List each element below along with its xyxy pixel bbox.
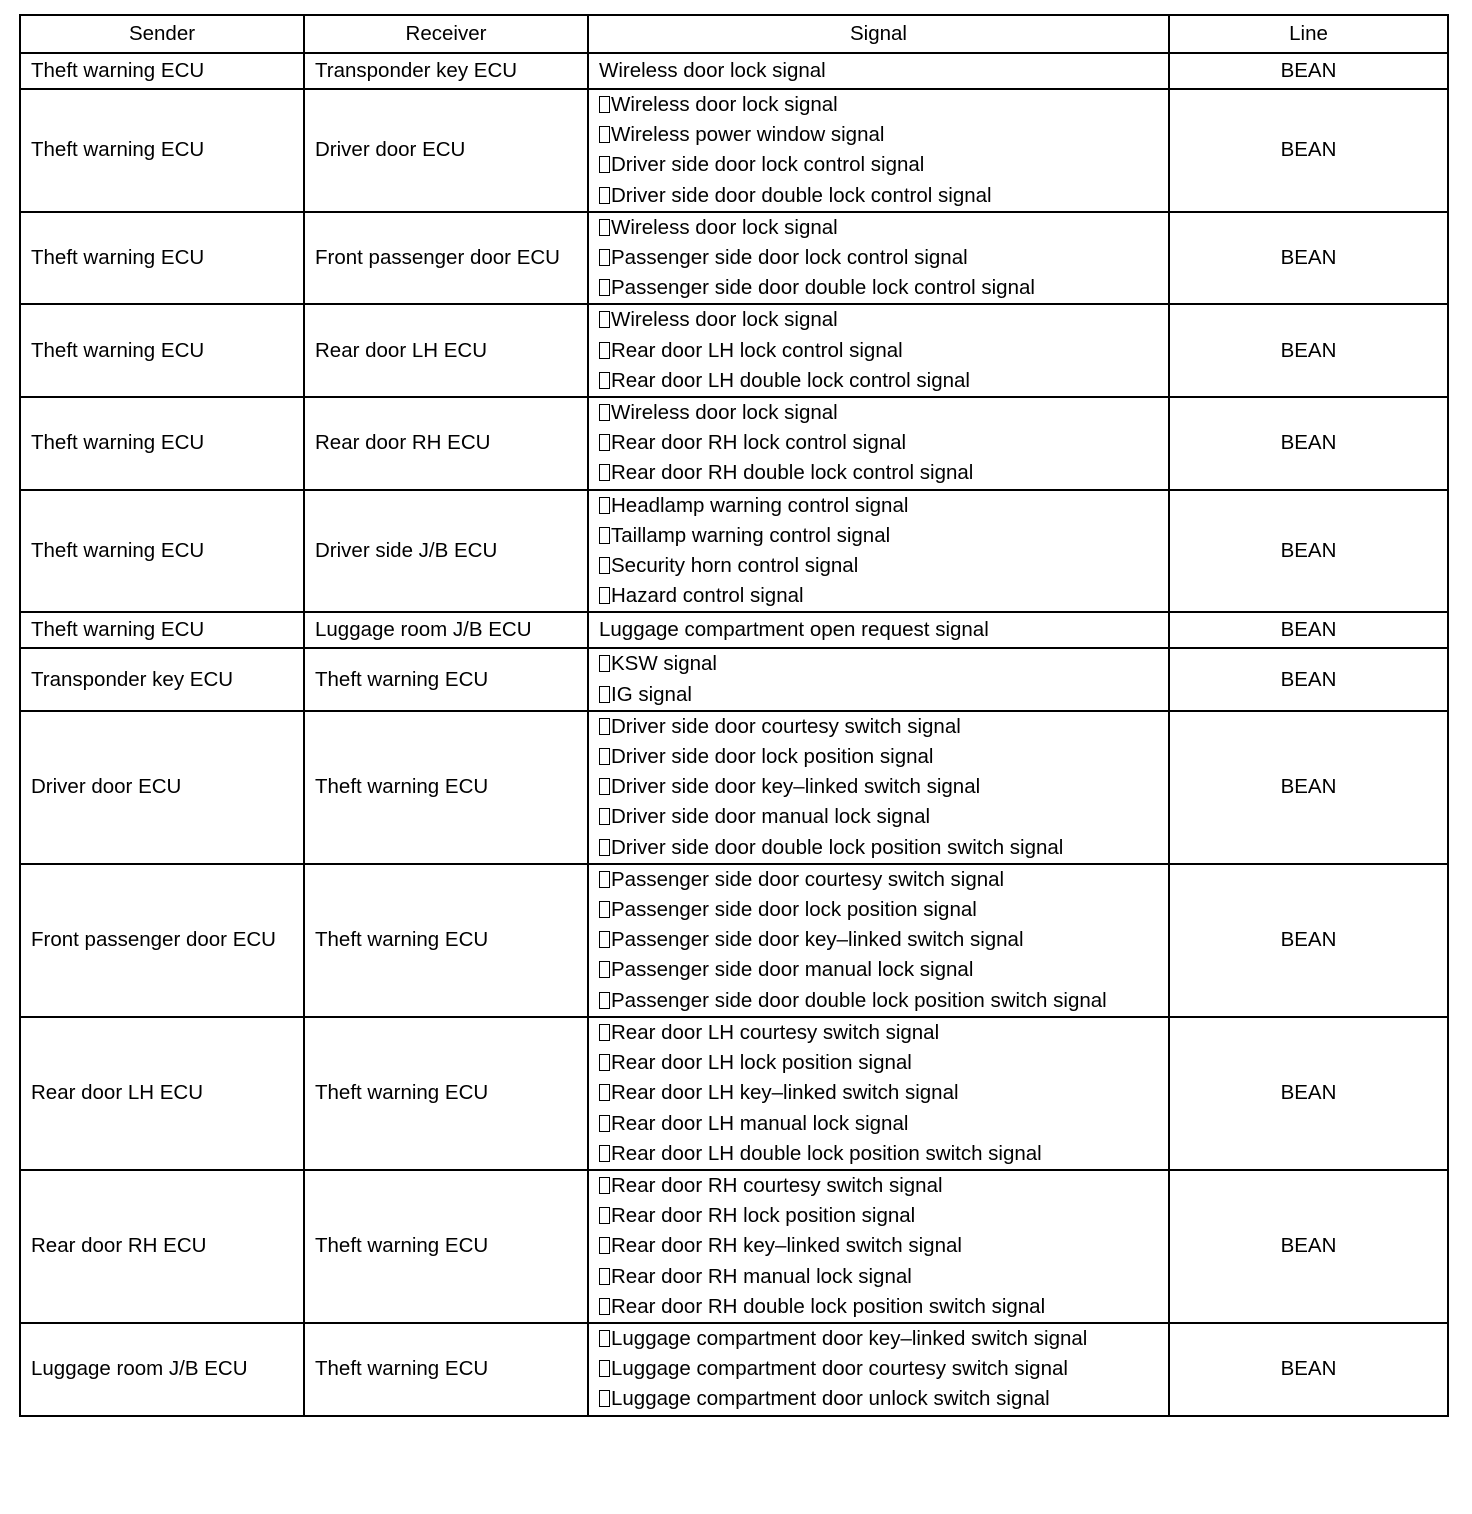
- signal-cell: [588, 304, 1169, 397]
- receiver-cell: Rear door RH ECU: [304, 397, 588, 490]
- signal-text: Wireless power window signal: [611, 123, 885, 147]
- receiver-cell: Theft warning ECU: [304, 1170, 588, 1323]
- receiver-cell: Theft warning ECU: [304, 711, 588, 864]
- signal-item: [599, 1171, 1158, 1201]
- signal-table: [19, 14, 1449, 1417]
- sender-cell: Theft warning ECU: [20, 304, 304, 397]
- signal-text: Rear door LH double lock control signal: [611, 368, 970, 392]
- signal-text: Luggage compartment door courtesy switch signal: [611, 1357, 1068, 1381]
- bullet-box-icon: [599, 249, 610, 266]
- signal-text: Hazard control signal: [611, 584, 804, 608]
- signal-cell: [588, 1017, 1169, 1170]
- bullet-box-icon: [599, 1115, 610, 1132]
- bullet-box-icon: [599, 1054, 610, 1071]
- bullet-box-icon: [599, 1237, 610, 1254]
- bullet-box-icon: [599, 1298, 610, 1315]
- signal-item: [599, 1262, 1158, 1292]
- bullet-box-icon: [599, 156, 610, 173]
- signal-item: [599, 1078, 1158, 1108]
- signal-text: Driver side door lock control signal: [611, 153, 925, 177]
- bullet-box-icon: [599, 497, 610, 514]
- bullet-box-icon: [599, 1024, 610, 1041]
- signal-cell: [588, 612, 1169, 648]
- signal-text: Driver side door double lock position switch signal: [611, 835, 1064, 859]
- table-row: [20, 212, 1448, 305]
- signal-cell: [588, 212, 1169, 305]
- signal-item: [599, 1018, 1158, 1048]
- bullet-box-icon: [599, 1330, 610, 1347]
- bullet-box-icon: [599, 808, 610, 825]
- signal-text: Rear door LH courtesy switch signal: [611, 1020, 940, 1044]
- line-cell: BEAN: [1169, 53, 1448, 89]
- signal-text: Rear door LH manual lock signal: [611, 1111, 909, 1135]
- receiver-cell: Theft warning ECU: [304, 1323, 588, 1416]
- receiver-cell: Theft warning ECU: [304, 864, 588, 1017]
- signal-item: [599, 1384, 1158, 1414]
- bullet-box-icon: [599, 434, 610, 451]
- signal-text: Luggage compartment door key–linked switch signal: [611, 1326, 1088, 1350]
- line-cell: BEAN: [1169, 397, 1448, 490]
- signal-item: [599, 1048, 1158, 1078]
- bullet-box-icon: [599, 718, 610, 735]
- sender-cell: Driver door ECU: [20, 711, 304, 864]
- table-row: [20, 1017, 1448, 1170]
- bullet-box-icon: [599, 342, 610, 359]
- bullet-box-icon: [599, 778, 610, 795]
- receiver-cell: Driver door ECU: [304, 89, 588, 212]
- line-cell: BEAN: [1169, 1017, 1448, 1170]
- bullet-box-icon: [599, 126, 610, 143]
- signal-text: Rear door RH lock control signal: [611, 431, 907, 455]
- signal-text: Wireless door lock signal: [599, 58, 826, 82]
- signal-item: [599, 551, 1158, 581]
- signal-text: Passenger side door double lock position switch signal: [611, 988, 1107, 1012]
- table-row: [20, 648, 1448, 710]
- sender-cell: Theft warning ECU: [20, 612, 304, 648]
- header-row: [20, 15, 1448, 53]
- line-cell: BEAN: [1169, 648, 1448, 710]
- signal-item: [599, 742, 1158, 772]
- bullet-box-icon: [599, 219, 610, 236]
- signal-item: [599, 273, 1158, 303]
- header-line: Line: [1169, 15, 1448, 53]
- receiver-cell: Transponder key ECU: [304, 53, 588, 89]
- signal-item: [599, 243, 1158, 273]
- signal-cell: [588, 397, 1169, 490]
- signal-cell: [588, 648, 1169, 710]
- line-cell: BEAN: [1169, 89, 1448, 212]
- table-row: [20, 397, 1448, 490]
- sender-cell: Theft warning ECU: [20, 53, 304, 89]
- table-body: [20, 53, 1448, 1416]
- bullet-box-icon: [599, 1207, 610, 1224]
- signal-text: Driver side door key–linked switch signal: [611, 775, 981, 799]
- signal-text: Rear door RH double lock position switch signal: [611, 1294, 1046, 1318]
- bullet-box-icon: [599, 96, 610, 113]
- signal-text: Driver side door lock position signal: [611, 745, 934, 769]
- signal-text: Rear door LH key–linked switch signal: [611, 1081, 959, 1105]
- line-cell: BEAN: [1169, 1170, 1448, 1323]
- signal-text: Passenger side door lock position signal: [611, 898, 977, 922]
- signal-text: IG signal: [611, 682, 692, 706]
- signal-text: Security horn control signal: [611, 554, 859, 578]
- receiver-cell: Theft warning ECU: [304, 648, 588, 710]
- signal-text: Driver side door courtesy switch signal: [611, 714, 961, 738]
- receiver-cell: Front passenger door ECU: [304, 212, 588, 305]
- signal-cell: [588, 490, 1169, 613]
- bullet-box-icon: [599, 404, 610, 421]
- sender-cell: Theft warning ECU: [20, 397, 304, 490]
- signal-text: Passenger side door lock control signal: [611, 246, 968, 270]
- line-cell: BEAN: [1169, 212, 1448, 305]
- signal-text: Driver side door manual lock signal: [611, 805, 931, 829]
- sender-cell: Rear door LH ECU: [20, 1017, 304, 1170]
- table-row: [20, 89, 1448, 212]
- bullet-box-icon: [599, 1360, 610, 1377]
- table-row: [20, 53, 1448, 89]
- signal-item: [599, 428, 1158, 458]
- signal-item: [599, 925, 1158, 955]
- signal-item: [599, 615, 1158, 645]
- signal-item: [599, 181, 1158, 211]
- signal-text: Passenger side door key–linked switch signal: [611, 928, 1024, 952]
- bullet-box-icon: [599, 1390, 610, 1407]
- signal-text: KSW signal: [611, 652, 717, 676]
- table-row: [20, 864, 1448, 1017]
- sender-cell: Rear door RH ECU: [20, 1170, 304, 1323]
- signal-item: [599, 1292, 1158, 1322]
- signal-text: Passenger side door courtesy switch signal: [611, 867, 1005, 891]
- table-row: [20, 490, 1448, 613]
- signal-item: [599, 895, 1158, 925]
- signal-item: [599, 366, 1158, 396]
- bullet-box-icon: [599, 372, 610, 389]
- signal-item: [599, 1109, 1158, 1139]
- signal-text: Rear door LH lock control signal: [611, 338, 903, 362]
- signal-text: Rear door LH lock position signal: [611, 1051, 912, 1075]
- bullet-box-icon: [599, 464, 610, 481]
- sender-cell: Theft warning ECU: [20, 89, 304, 212]
- signal-text: Headlamp warning control signal: [611, 493, 909, 517]
- table-row: [20, 612, 1448, 648]
- bullet-box-icon: [599, 748, 610, 765]
- signal-item: [599, 865, 1158, 895]
- signal-text: Rear door RH manual lock signal: [611, 1264, 912, 1288]
- signal-item: [599, 1324, 1158, 1354]
- signal-item: [599, 772, 1158, 802]
- sender-cell: Theft warning ECU: [20, 490, 304, 613]
- signal-item: [599, 955, 1158, 985]
- receiver-cell: Luggage room J/B ECU: [304, 612, 588, 648]
- line-cell: BEAN: [1169, 1323, 1448, 1416]
- sender-cell: Front passenger door ECU: [20, 864, 304, 1017]
- signal-item: [599, 305, 1158, 335]
- signal-cell: [588, 53, 1169, 89]
- table-row: [20, 1170, 1448, 1323]
- bullet-box-icon: [599, 587, 610, 604]
- bullet-box-icon: [599, 931, 610, 948]
- signal-item: [599, 833, 1158, 863]
- bullet-box-icon: [599, 655, 610, 672]
- signal-text: Wireless door lock signal: [611, 308, 838, 332]
- bullet-box-icon: [599, 527, 610, 544]
- signal-item: [599, 1354, 1158, 1384]
- header-signal: Signal: [588, 15, 1169, 53]
- bullet-box-icon: [599, 1145, 610, 1162]
- signal-item: [599, 1139, 1158, 1169]
- signal-text: Luggage compartment door unlock switch signal: [611, 1387, 1050, 1411]
- signal-text: Rear door RH key–linked switch signal: [611, 1234, 962, 1258]
- signal-cell: [588, 711, 1169, 864]
- signal-text: Rear door RH lock position signal: [611, 1204, 916, 1228]
- bullet-box-icon: [599, 901, 610, 918]
- signal-text: Wireless door lock signal: [611, 215, 838, 239]
- signal-text: Passenger side door double lock control signal: [611, 276, 1035, 300]
- sender-cell: Theft warning ECU: [20, 212, 304, 305]
- signal-cell: [588, 1170, 1169, 1323]
- signal-text: Driver side door double lock control signal: [611, 183, 992, 207]
- line-cell: BEAN: [1169, 612, 1448, 648]
- bullet-box-icon: [599, 686, 610, 703]
- signal-cell: [588, 864, 1169, 1017]
- signal-item: [599, 90, 1158, 120]
- signal-item: [599, 581, 1158, 611]
- signal-text: Rear door RH double lock control signal: [611, 461, 974, 485]
- bullet-box-icon: [599, 961, 610, 978]
- line-cell: BEAN: [1169, 864, 1448, 1017]
- signal-cell: [588, 1323, 1169, 1416]
- signal-item: [599, 1201, 1158, 1231]
- table-row: [20, 304, 1448, 397]
- bullet-box-icon: [599, 187, 610, 204]
- receiver-cell: Theft warning ECU: [304, 1017, 588, 1170]
- sender-cell: Transponder key ECU: [20, 648, 304, 710]
- signal-item: [599, 458, 1158, 488]
- signal-text: Taillamp warning control signal: [611, 523, 891, 547]
- signal-item: [599, 56, 1158, 86]
- bullet-box-icon: [599, 1268, 610, 1285]
- signal-text: Wireless door lock signal: [611, 401, 838, 425]
- signal-item: [599, 491, 1158, 521]
- signal-item: [599, 521, 1158, 551]
- signal-item: [599, 120, 1158, 150]
- receiver-cell: Driver side J/B ECU: [304, 490, 588, 613]
- signal-item: [599, 680, 1158, 710]
- header-receiver: Receiver: [304, 15, 588, 53]
- signal-text: Passenger side door manual lock signal: [611, 958, 974, 982]
- bullet-box-icon: [599, 279, 610, 296]
- signal-item: [599, 649, 1158, 679]
- signal-item: [599, 150, 1158, 180]
- line-cell: BEAN: [1169, 304, 1448, 397]
- header-sender: Sender: [20, 15, 304, 53]
- bullet-box-icon: [599, 557, 610, 574]
- signal-item: [599, 802, 1158, 832]
- bullet-box-icon: [599, 1084, 610, 1101]
- line-cell: BEAN: [1169, 711, 1448, 864]
- signal-item: [599, 1231, 1158, 1261]
- receiver-cell: Rear door LH ECU: [304, 304, 588, 397]
- bullet-box-icon: [599, 311, 610, 328]
- signal-item: [599, 336, 1158, 366]
- bullet-box-icon: [599, 1177, 610, 1194]
- signal-text: Rear door RH courtesy switch signal: [611, 1173, 943, 1197]
- signal-text: Wireless door lock signal: [611, 93, 838, 116]
- signal-cell: [588, 89, 1169, 212]
- bullet-box-icon: [599, 871, 610, 888]
- signal-item: [599, 986, 1158, 1016]
- signal-text: Rear door LH double lock position switch signal: [611, 1141, 1042, 1165]
- sender-cell: Luggage room J/B ECU: [20, 1323, 304, 1416]
- table-row: [20, 711, 1448, 864]
- signal-item: [599, 712, 1158, 742]
- signal-item: [599, 398, 1158, 428]
- signal-text: Luggage compartment open request signal: [599, 618, 989, 642]
- signal-item: [599, 213, 1158, 243]
- line-cell: BEAN: [1169, 490, 1448, 613]
- bullet-box-icon: [599, 992, 610, 1009]
- table-row: [20, 1323, 1448, 1416]
- bullet-box-icon: [599, 839, 610, 856]
